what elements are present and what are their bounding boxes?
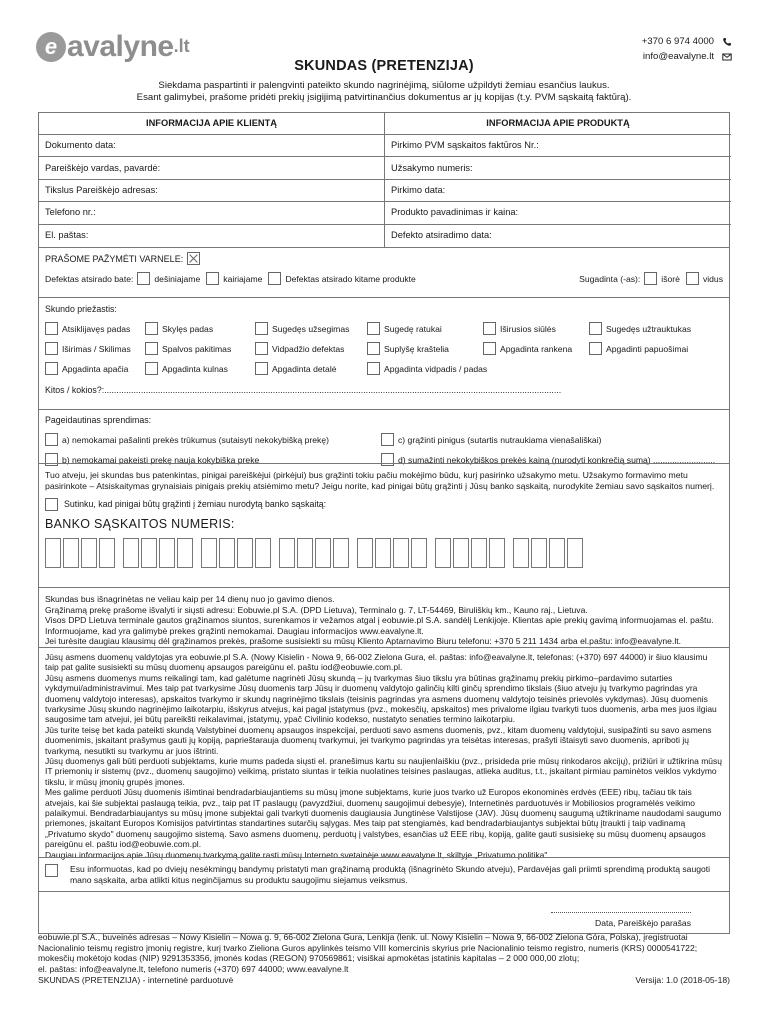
iban-cell[interactable]: [63, 538, 79, 568]
bank-account-cells: [45, 538, 723, 568]
intro-line-1: Siekdama paspartinti ir palengvinti pateikto skundo nagrinėjimą, siūlome užpildyti žemiau esančius laukus.: [158, 80, 610, 91]
checkbox[interactable]: [255, 362, 268, 375]
reason-option[interactable]: [45, 322, 145, 335]
client-info-column: [39, 113, 385, 247]
checkbox[interactable]: [686, 272, 699, 285]
checkbox[interactable]: [381, 433, 394, 446]
checkbox[interactable]: [367, 362, 380, 375]
field-product-name-price[interactable]: Produkto pavadinimas ir kaina:: [385, 202, 731, 224]
option-right-shoe[interactable]: [137, 272, 200, 285]
iban-cell[interactable]: [375, 538, 391, 568]
footer-version: Versija: 1.0 (2018-05-18): [635, 975, 730, 985]
option-label: vidus: [702, 273, 723, 284]
iban-cell[interactable]: [531, 538, 547, 568]
iban-group: [45, 538, 117, 568]
iban-group: [201, 538, 273, 568]
product-info-heading: INFORMACIJA APIE PRODUKTĄ: [385, 113, 731, 135]
iban-cell[interactable]: [393, 538, 409, 568]
iban-cell[interactable]: [411, 538, 427, 568]
iban-cell[interactable]: [159, 538, 175, 568]
bank-account-title: BANKO SĄSKAITOS NUMERIS:: [45, 516, 235, 531]
reason-option[interactable]: [589, 342, 709, 355]
solution-option-c[interactable]: [381, 433, 727, 446]
checkbox[interactable]: [45, 342, 58, 355]
option-inside[interactable]: [686, 272, 723, 285]
footer-doc-name: SKUNDAS (PRETENZIJA) - internetinė parduotuvė: [38, 975, 234, 985]
logo-text: avalyne: [67, 30, 174, 64]
returns-line: Jei turėsite daugiau klausimų dėl grąžinamos prekės, prašome susisiekti su mūsų Kliento Aptarnavimo Biuru telefonu: +370 5 211 1434 arba el.paštu: info@eavalyne.lt.: [45, 636, 682, 647]
reason-label: Sugedęs užsegimas: [272, 323, 350, 334]
phone-number[interactable]: +370 6 974 4000: [641, 36, 714, 47]
iban-cell[interactable]: [81, 538, 97, 568]
reason-label: Vidpadžio defektas: [272, 343, 345, 354]
privacy-paragraph: Daugiau informacijos apie Jūsų duomenų tvarkymą galite rasti mūsų Interneto svetainėje www.eavalyne.lt, skiltyje „Privatumo politika".: [45, 849, 550, 860]
reason-option[interactable]: [145, 342, 255, 355]
reason-option[interactable]: [255, 342, 367, 355]
iban-cell[interactable]: [471, 538, 487, 568]
defect-location-label: Defektas atsirado bate:: [45, 273, 134, 284]
field-email[interactable]: El. paštas:: [45, 230, 89, 241]
other-reason-field[interactable]: Kitos / kokios?:...........................................................................................................................................................................................: [45, 385, 562, 396]
form-intro: [40, 80, 728, 104]
option-left-shoe[interactable]: [206, 272, 262, 285]
reasons-section: [39, 297, 729, 409]
iban-cell[interactable]: [201, 538, 217, 568]
checkbox[interactable]: [145, 322, 158, 335]
iban-cell[interactable]: [45, 538, 61, 568]
footer-legal: eobuwie.pl S.A., buveinės adresas – Nowy Kisielin – Nowa g. 9, 66-002 Zielona Gura, Lenkija (lenk. ul. Nowy Kisielin – Nowa 9, 66-002 Zielona Góra, Polska), įregistruotai Nacionalinio teismų registro įmonių registre, kurį tvarko Zieliona Guros apylinkės teismo VIII komercinis skyrius prie Nacionalinio teismo registro, numeris (KRS) 0000541722; mokesčių mokėtojo kodas (NIP) 9291353356, įmonės kodas (REGON) 970569861; visiškai apmokėtas įstatinis kapitalas – 2 000 000,00 zlotų;: [38, 932, 698, 963]
field-purchase-date[interactable]: Pirkimo data:: [385, 180, 731, 202]
field-phone[interactable]: Telefono nr.:: [39, 202, 384, 224]
acknowledgement-text: Esu informuotas, kad po dviejų nesėkmingų bandymų pristatyti man grąžinamą produktą (išnagrinėto Skundo atveju), Pardavėjas gali priimti sprendimą produktą saugoti mano sąskaita, arba atlikti kitus neginčijamus su produktu saugojimu siejamus veiksmus.: [70, 863, 711, 885]
sample-checkmark-icon: [187, 252, 200, 265]
field-order-number[interactable]: Užsakymo numeris:: [385, 157, 731, 179]
privacy-paragraph: Mes galime perduoti Jūsų duomenis išimtinai bendradarbiaujantiems su mūsų įmone subjektams, kurie juos tvarko už Europos ekonominės erdvės (EEE) ribų, tačiau tik tais atvejais, kai šie subjektai paslaugą teikia, pvz., taip pat IT paslaugų (pavyzdžiui, duomenų saugojimui debesyje), Internetinės parduotuvės ir Mobiliosios programėlės veikimo palaikymui. Bendradarbiaujantys su mūsų įmone subjektai gali tvarkyti duomenis daugiausia Jungtinėse Valstijose (JAV). Jūsų duomenų saugumą užtikriname naudodami saugumo priemones, įskaitant Europos Komisijos patvirtintas standartines sutarčių sąlygas. Mes taip pat stengiamės, kad bendradarbiaujantys subjektai būtų įtraukti į taip vadinamą „Privatumo skydo" duomenų saugojimo sistemą. Savo asmens duomenų, perduotų į valstybes, esančias už EEE ribų, kopiją, galite gauti susisiekę su mūsų duomenų apsaugos pareigūnu el. paštu iod@eobuwie.com.pl.: [45, 787, 722, 850]
checkbox[interactable]: [589, 322, 602, 335]
phone-row: [642, 34, 732, 49]
solution-label-text: a) nemokamai pašalinti prekės trūkumus (sutaisyti nekokybišką prekę): [62, 434, 329, 445]
checkbox[interactable]: [367, 322, 380, 335]
reason-label: Iširusios siūlės: [500, 323, 556, 334]
mark-prompt: PRAŠOME PAŽYMĖTI VARNELE:: [45, 253, 184, 264]
solution-label: Pageidautinas sprendimas:: [45, 414, 152, 425]
reason-label: Atsiklijavęs padas: [62, 323, 131, 334]
bank-agree-row[interactable]: [45, 498, 723, 511]
form-frame: [38, 112, 730, 934]
checkbox[interactable]: [483, 342, 496, 355]
reason-label: Apgadinta apačia: [62, 363, 129, 374]
returns-line: Skundas bus išnagrinėtas ne veliau kaip per 14 dienų nuo jo gavimo dienos.: [45, 593, 335, 604]
product-info-column: [385, 113, 731, 247]
form-title: SKUNDAS (PRETENZIJA): [294, 58, 474, 74]
iban-cell[interactable]: [279, 538, 295, 568]
solution-section: [39, 409, 729, 463]
checkbox[interactable]: [45, 433, 58, 446]
reason-label: Apgadinti papuošimai: [606, 343, 689, 354]
footer-contacts: el. paštas: info@eavalyne.lt, telefono numeris (+370) 697 44000; www.eavalyne.lt: [38, 963, 349, 974]
reason-label: Iširimas / Skilimas: [62, 343, 131, 354]
checkbox[interactable]: [483, 322, 496, 335]
reason-label: Apgadinta kulnas: [162, 363, 228, 374]
iban-group: [279, 538, 351, 568]
logo-mark: e: [36, 32, 66, 62]
iban-cell[interactable]: [123, 538, 139, 568]
iban-group: [123, 538, 195, 568]
reason-option[interactable]: [367, 322, 483, 335]
checkbox[interactable]: [268, 272, 281, 285]
field-defect-date[interactable]: Defekto atsiradimo data:: [391, 230, 492, 241]
solution-label-text: b) nemokamai pakeisti prekę nauja kokybiška preke: [62, 454, 260, 465]
intro-line-2: Esant galimybei, prašome pridėti prekių įsigijimą patvirtinančius dokumentus ar jų kopijas (t.y. PVM sąskaitą faktūrą).: [136, 92, 632, 103]
returns-line: Visos DPD Lietuva terminale gautos grąžinamos siuntos, surenkamos ir vežamos atgal į eobuwie.pl S.A. sandėlį Lenkijoje. Klientas apie prekių gavimą informuojamas el. paštu. Informuojame, kad yra galimybė prekes grąžinti nemokamai. Daugiau informacijos www.eavalyne.lt.: [45, 615, 714, 636]
iban-cell[interactable]: [255, 538, 271, 568]
signature-label: Data, Pareiškėjo parašas: [594, 917, 691, 928]
reason-option[interactable]: [145, 322, 255, 335]
solution-label-text: c) grąžinti pinigus (sutartis nutraukiama vienašališkai): [398, 434, 602, 445]
privacy-paragraph: Jūsų asmens duomenys mums reikalingi tam, kad galėtume nagrinėti Jūsų skundą – jų tvarkymas šiuo tikslu yra būtinas grąžinamų prekių pirkimo–pardavimo sutarties vykdymui/administravimui. Mes taip pat tvarkysime Jūsų duomenis tarp Jūsų ir duomenų valdytojo galinčių kilti ginčų sprendimo tikslais (šiuo atveju jų tvarkymo pagrindas yra duomenų valdytojo interesas), apskaitos tvarkymo ir skundų nagrinėjimo tikslais (teisinis pagrindas yra asmens duomenų valdytojo teisinės prievolės vykdymas). Jūsų duomenis tvarkysime Jūsų skundo nagrinėjimo laikotarpiu, išskyrus atvejus, kai pagal įstatymus (pvz., mokesčių, apskaitos) mes privalome ilgiau tvarkyti tuos duomenis, arba mes juos ilgiau saugosime tam atvejui, jei būtų pareikšti reikalavimai, įstatymų, ypač Civilinio kodekso, nustatyto senaties termino laikotarpiu.: [45, 672, 717, 725]
mark-prompt-row: [45, 252, 723, 266]
iban-cell[interactable]: [357, 538, 373, 568]
field-applicant-address[interactable]: Tikslus Pareiškėjo adresas:: [39, 180, 384, 202]
checkbox[interactable]: [255, 322, 268, 335]
bank-agree-label: Sutinku, kad pinigai būtų grąžinti į žemiau nurodytą banko sąskaitą:: [64, 499, 327, 510]
phone-icon: [722, 37, 732, 47]
reason-option[interactable]: [45, 342, 145, 355]
signature-section: [39, 891, 729, 933]
privacy-section: [39, 647, 729, 860]
iban-cell[interactable]: [549, 538, 565, 568]
reasons-grid: [45, 322, 723, 375]
reason-option[interactable]: [255, 322, 367, 335]
bank-section: [39, 463, 729, 587]
iban-cell[interactable]: [315, 538, 331, 568]
reasons-label: Skundo priežastis:: [45, 303, 117, 314]
iban-cell[interactable]: [333, 538, 349, 568]
option-label: Defektas atsirado kitame produkte: [285, 273, 416, 284]
iban-cell[interactable]: [489, 538, 505, 568]
solution-option-a[interactable]: [45, 433, 381, 446]
solution-grid: [45, 433, 723, 466]
checkbox[interactable]: [45, 322, 58, 335]
reason-option[interactable]: [145, 362, 255, 375]
returns-line: Grąžinamą prekę prašome išvalyti ir siųsti adresu: Eobuwie.pl S.A. (DPD Lietuva), Terminalo g. 7, LT-54469, Biruliškių km., Kauno raj., Lietuva.: [45, 604, 588, 615]
reason-label: Spalvos pakitimas: [162, 343, 232, 354]
reason-label: Apgadinta vidpadis / padas: [384, 363, 488, 374]
privacy-paragraph: Jūsų duomenys gali būti perduoti subjektams, kurie mums padeda siųsti el. pranešimus kartu su naujienlaiškiu (pvz., prisideda prie mūsų rinkodaros akcijų), prižiūri ir užtikrina mūsų IT priemonių ir sistemų (pvz., duomenų saugojimo) veikimą, pristato siuntas ir teikia nuolatines teisines paslaugas, atlieka auditus, t.t., įskaitant pirmiau paminėtos veiklos vykdymo tikslu, ir mūsų įmonių grupės įmones.: [45, 756, 722, 787]
option-label: dešiniajame: [154, 273, 201, 284]
checkbox[interactable]: [45, 498, 58, 511]
iban-group: [435, 538, 507, 568]
option-label: išorė: [661, 273, 680, 284]
privacy-paragraph: Jūs turite teisę bet kada pateikti skundą Valstybinei duomenų apsaugos inspekcijai, perduoti savo asmens duomenis, pvz., kitam duomenų valdytojui, susipažinti su savo asmens duomenimis, įskaitant prašymus gauti jų kopiją, paprieštarauja duomenų tvarkymui, jei tvarkymo pagrindas yra teisėtas interesas, prašyti ištaisyti savo duomenis, apriboti jų tvarkymą, nesutikti su tvarkymu ar juos ištrinti.: [45, 724, 712, 756]
checkbox[interactable]: [367, 342, 380, 355]
field-applicant-name[interactable]: Pareiškėjo vardas, pavardė:: [39, 157, 384, 179]
option-label: kairiajame: [223, 273, 263, 284]
checkbox[interactable]: [45, 362, 58, 375]
acknowledgement-section[interactable]: [39, 857, 729, 891]
reason-option[interactable]: [367, 362, 488, 375]
reason-option[interactable]: [367, 342, 483, 355]
reason-option[interactable]: [483, 322, 589, 335]
logo-tld: .lt: [173, 36, 190, 57]
reason-label: Apgadinta rankena: [500, 343, 573, 354]
iban-group: [357, 538, 429, 568]
bank-explanation: Tuo atveju, jei skundas bus patenkintas, pinigai pareiškėjui (pirkėjui) bus grąžinti tokiu pačiu mokėjimo būdu, kurį pasirinko užsakymo metu. Užsakymo formavimo metu pasirinkote – Atsiskaitymas grynaisiais pinigais prekių atsiėmimo metu? Jeigu norite, kad pinigai būtų grąžinti į Jūsų banko sąskaitą, nurodykite žemiau savo sąskaitos numerį.: [45, 469, 715, 491]
iban-cell[interactable]: [453, 538, 469, 568]
checkbox[interactable]: [255, 342, 268, 355]
checkbox[interactable]: [137, 272, 150, 285]
iban-cell[interactable]: [141, 538, 157, 568]
damaged-label: Sugadinta (-as):: [579, 273, 641, 284]
iban-cell[interactable]: [237, 538, 253, 568]
checkbox[interactable]: [45, 864, 58, 877]
info-section: [39, 113, 729, 247]
reason-option[interactable]: [45, 362, 145, 375]
footer-bottom-row: [38, 975, 730, 986]
marking-section: [39, 247, 729, 297]
iban-cell[interactable]: [297, 538, 313, 568]
checkbox[interactable]: [206, 272, 219, 285]
reason-label: Sugedęs užtrauktukas: [606, 323, 692, 334]
reason-label: Skylęs padas: [162, 323, 214, 334]
iban-cell[interactable]: [567, 538, 583, 568]
privacy-paragraph: Jūsų asmens duomenų valdytojas yra eobuwie.pl S.A. (Nowy Kisielin - Nowa 9, 66-002 Zielona Gura, el. paštas: info@eavalyne.lt, telefonas: (+370) 697 44000) ir šiuo klausimu taip pat galite susisiekti su mūsų duomenų apsaugos pareigūnu el. paštu iod@eobuwie.com.pl.: [45, 651, 708, 673]
iban-cell[interactable]: [513, 538, 529, 568]
iban-cell[interactable]: [177, 538, 193, 568]
iban-cell[interactable]: [99, 538, 115, 568]
checkbox[interactable]: [644, 272, 657, 285]
option-outside[interactable]: [644, 272, 680, 285]
reason-option[interactable]: [483, 342, 589, 355]
reason-label: Apgadinta detalė: [272, 363, 337, 374]
solution-label-text: d) sumažinti nekokybiškos prekės kainą (nurodyti konkrečią sumą) ..........................: [398, 454, 716, 465]
defect-location-row: [45, 270, 723, 288]
email-address[interactable]: info@eavalyne.lt: [642, 51, 714, 62]
checkbox[interactable]: [145, 342, 158, 355]
reason-option[interactable]: [589, 322, 709, 335]
signature-line[interactable]: [551, 912, 691, 913]
returns-section: [39, 587, 729, 647]
client-info-heading: INFORMACIJA APIE KLIENTĄ: [39, 113, 384, 135]
footer: [38, 932, 730, 986]
reason-label: Sugedę ratukai: [384, 323, 442, 334]
reason-label: Suplyšę kraštelia: [384, 343, 449, 354]
option-other-product[interactable]: [268, 272, 415, 285]
field-invoice-number[interactable]: Pirkimo PVM sąskaitos faktūros Nr.:: [385, 135, 731, 157]
iban-cell[interactable]: [219, 538, 235, 568]
iban-group: [513, 538, 585, 568]
checkbox[interactable]: [589, 342, 602, 355]
iban-cell[interactable]: [435, 538, 451, 568]
checkbox[interactable]: [145, 362, 158, 375]
field-document-date[interactable]: Dokumento data:: [39, 135, 384, 157]
reason-option[interactable]: [255, 362, 367, 375]
